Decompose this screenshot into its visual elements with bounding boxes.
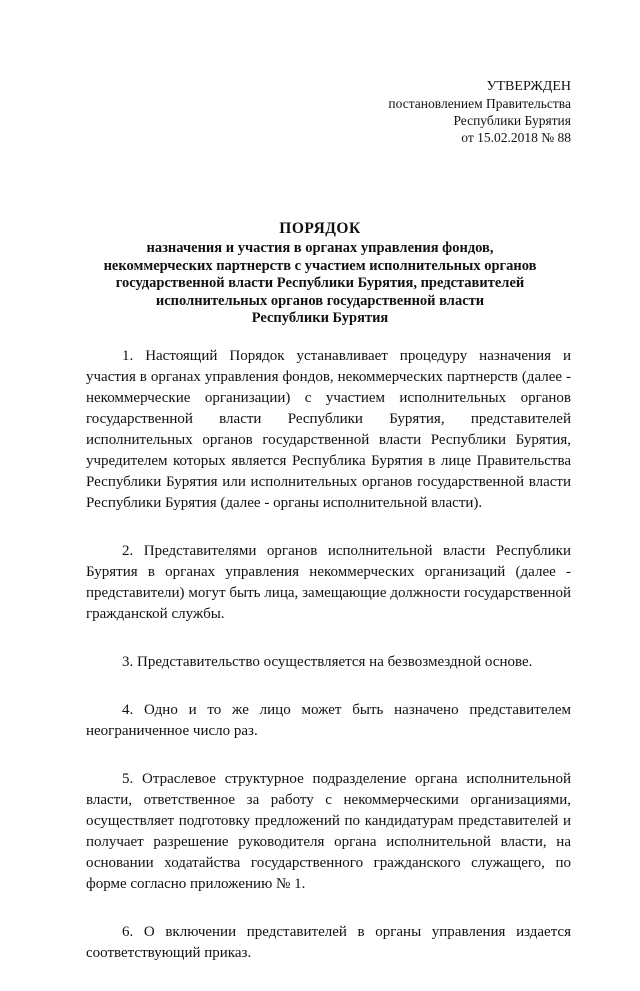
subtitle-line-3: государственной власти Республики Бурятия, представителей bbox=[115, 275, 525, 291]
paragraph-1: 1. Настоящий Порядок устанавливает процедуру назначения и участия в органах управления фондов, некоммерческих партнерств (далее - некоммерческие организации) с участием исполнительных органов государственной власти Республики Бурятия, представителей исполнительных органов государственной власти Республики Бурятия, учредителем которых является Республика Бурятия в лице Правительства Республики Бурятия или исполнительных органов государственной власти Республики Бурятия (далее - органы исполнительной власти). bbox=[86, 348, 571, 511]
subtitle-line-4: исполнительных органов государственной власти bbox=[155, 292, 485, 309]
paragraph-2: 2. Представителями органов исполнительной власти Республики Бурятия в органах управления некоммерческих организаций (далее - представители) могут быть лица, замещающие должности государственной гражданской службы. bbox=[86, 543, 571, 622]
document-body bbox=[86, 346, 571, 991]
approval-stamp bbox=[388, 78, 571, 146]
paragraph-6: 6. О включении представителей в органы управления издается соответствующий приказ. bbox=[86, 924, 571, 961]
title-heading: ПОРЯДОК bbox=[279, 220, 361, 237]
paragraph-4: 4. Одно и то же лицо может быть назначено представителем неограниченное число раз. bbox=[86, 702, 571, 739]
title-subtitle bbox=[80, 240, 560, 328]
paragraph-3: 3. Представительство осуществляется на безвозмездной основе. bbox=[122, 654, 533, 670]
document-title bbox=[80, 218, 560, 328]
paragraph-5: 5. Отраслевое структурное подразделение органа исполнительной власти, ответственное за работу с некоммерческими организациями, осуществляет подготовку предложений по кандидатурам представителей и получает разрешение руководителя органа исполнительной власти, на основании ходатайства государственного гражданского служащего, по форме согласно приложению № 1. bbox=[86, 771, 571, 892]
subtitle-line-2: некоммерческих партнерств с участием исполнительных органов bbox=[103, 257, 537, 274]
approval-line-1: постановлением Правительства bbox=[388, 96, 571, 111]
subtitle-line-5: Республики Бурятия bbox=[251, 310, 389, 326]
approval-line-2: Республики Бурятия bbox=[453, 113, 571, 128]
approval-line-3: от 15.02.2018 № 88 bbox=[461, 130, 571, 145]
subtitle-line-1: назначения и участия в органах управления фондов, bbox=[146, 240, 494, 256]
approval-label: УТВЕРЖДЕН bbox=[486, 79, 571, 94]
